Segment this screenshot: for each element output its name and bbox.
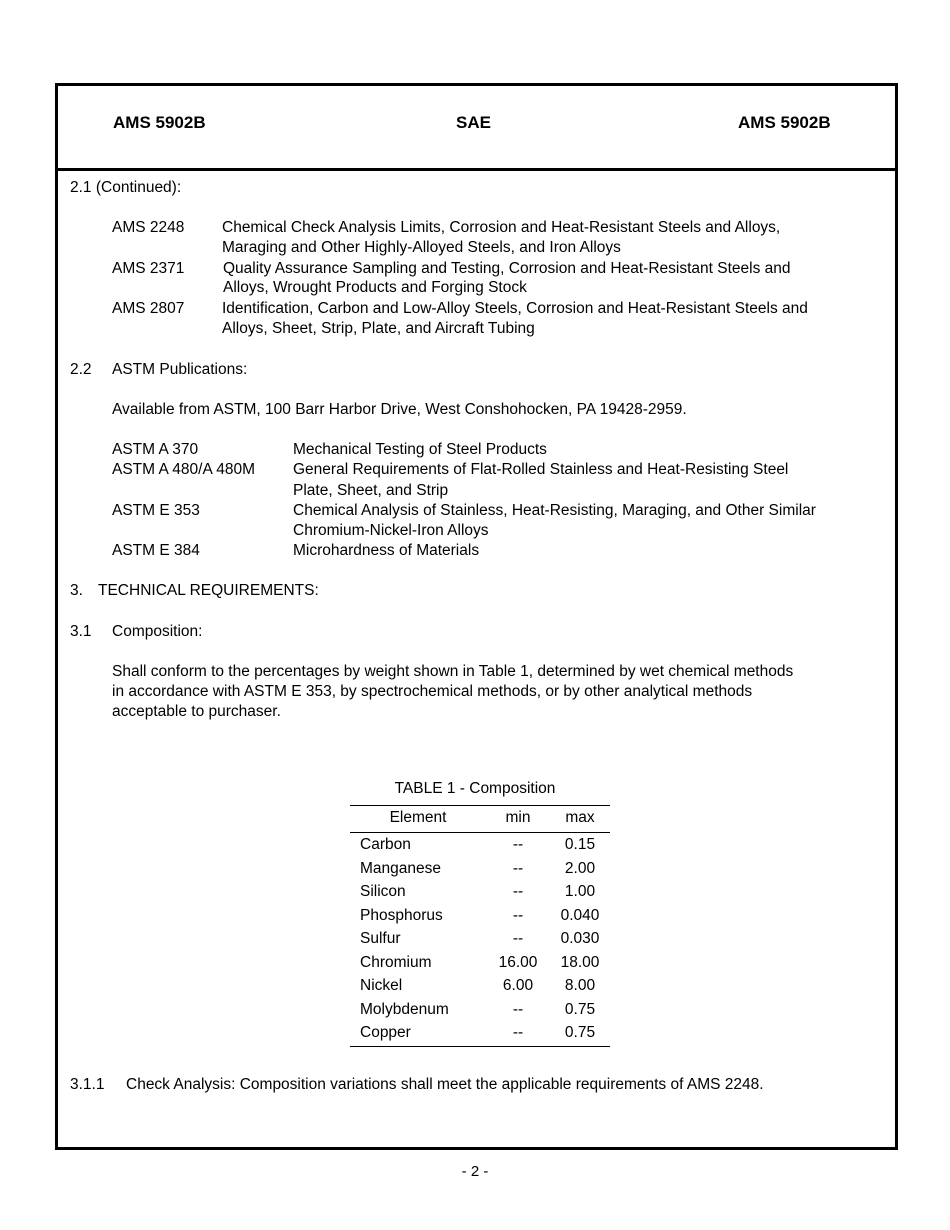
ref-desc: Identification, Carbon and Low-Alloy Steels, Corrosion and Heat-Resistant Steels and: [222, 300, 808, 317]
cell-max: 0.15: [564, 836, 596, 853]
section-3-title: TECHNICAL REQUIREMENTS:: [98, 582, 319, 599]
table-caption: TABLE 1 - Composition: [394, 780, 556, 797]
ref-code: ASTM E 384: [112, 542, 200, 559]
ref-desc: Microhardness of Materials: [293, 542, 480, 559]
section-3-1-number: 3.1: [70, 623, 92, 640]
cell-element: Copper: [350, 1021, 486, 1047]
cell-min: --: [512, 906, 524, 924]
section-3-1-title: Composition:: [112, 623, 203, 640]
cell-element: Carbon: [360, 836, 411, 853]
table-row: [350, 974, 610, 998]
cell-max: 1.00: [564, 883, 596, 900]
cell-min: 16.00: [498, 953, 538, 971]
section-3-number: 3.: [70, 582, 83, 599]
cell-element: Chromium: [360, 953, 432, 971]
cell-max: 18.00: [560, 953, 600, 971]
page-number: - 2 -: [461, 1163, 489, 1180]
cell-element: Silicon: [360, 883, 406, 900]
section-3-1-1-number: 3.1.1: [70, 1076, 105, 1093]
ref-desc: Plate, Sheet, and Strip: [293, 482, 449, 499]
composition-table: [350, 805, 610, 1047]
ref-desc: Mechanical Testing of Steel Products: [293, 441, 547, 458]
cell-min: --: [512, 883, 524, 900]
column-header-min: min: [486, 806, 550, 833]
cell-max: 8.00: [564, 977, 596, 994]
cell-min: --: [512, 836, 524, 853]
table-row: [350, 857, 610, 881]
ref-desc: Chemical Check Analysis Limits, Corrosion and Heat-Resistant Steels and Alloys,: [222, 219, 781, 236]
section-3-1-1-text: Check Analysis: Composition variations shall meet the applicable requirements of AMS 2248.: [126, 1076, 764, 1093]
paragraph-line: in accordance with ASTM E 353, by spectrochemical methods, or by other analytical methods: [112, 683, 753, 700]
paragraph-line: Shall conform to the percentages by weight shown in Table 1, determined by wet chemical methods: [112, 663, 794, 680]
section-2-2-number: 2.2: [70, 361, 92, 378]
ref-code: ASTM A 370: [112, 441, 199, 458]
cell-min: 6.00: [502, 977, 534, 994]
cell-min: --: [512, 930, 524, 947]
cell-element: Manganese: [360, 859, 442, 877]
cell-max: 0.75: [564, 1000, 596, 1018]
ref-code: AMS 2371: [112, 260, 185, 277]
astm-address: Available from ASTM, 100 Barr Harbor Drive, West Conshohocken, PA 19428-2959.: [112, 401, 687, 418]
header-org: SAE: [456, 113, 491, 132]
cell-element: Sulfur: [360, 930, 401, 947]
ref-desc: Maraging and Other Highly-Alloyed Steels, and Iron Alloys: [222, 239, 621, 256]
cell-element: Phosphorus: [360, 906, 443, 924]
column-header-max: max: [550, 806, 610, 833]
cell-max: 0.030: [560, 930, 600, 947]
section-2-1-heading: 2.1 (Continued):: [70, 179, 182, 196]
header-doc-id-right: AMS 5902B: [738, 113, 831, 132]
table-row: [350, 951, 610, 975]
table-row: [350, 998, 610, 1022]
ref-desc: Chromium-Nickel-Iron Alloys: [293, 522, 489, 539]
cell-max: 0.75: [550, 1021, 610, 1047]
document-header: [58, 86, 895, 171]
table-header-row: [350, 806, 610, 833]
ref-desc: Chemical Analysis of Stainless, Heat-Resisting, Maraging, and Other Similar: [293, 502, 816, 519]
table-row: [350, 880, 610, 904]
cell-min: --: [486, 1021, 550, 1047]
section-2-2-title: ASTM Publications:: [112, 361, 248, 378]
table-row: [350, 927, 610, 951]
cell-element: Molybdenum: [360, 1000, 449, 1018]
cell-max: 0.040: [560, 906, 600, 924]
cell-min: --: [512, 1000, 524, 1018]
table-row: [350, 904, 610, 928]
paragraph-line: acceptable to purchaser.: [112, 703, 281, 720]
cell-min: --: [512, 859, 524, 877]
ref-code: AMS 2807: [112, 300, 185, 317]
ref-desc: Alloys, Sheet, Strip, Plate, and Aircraft Tubing: [222, 320, 535, 337]
ref-desc: Quality Assurance Sampling and Testing, Corrosion and Heat-Resistant Steels and: [223, 260, 791, 277]
header-doc-id-left: AMS 5902B: [113, 113, 206, 132]
ref-desc: General Requirements of Flat-Rolled Stainless and Heat-Resisting Steel: [293, 461, 789, 478]
table-row: [350, 833, 610, 857]
ref-code: ASTM A 480/A 480M: [112, 461, 256, 478]
ref-desc: Alloys, Wrought Products and Forging Stock: [223, 279, 527, 296]
cell-max: 2.00: [564, 859, 596, 877]
ref-code: AMS 2248: [112, 219, 185, 236]
ref-code: ASTM E 353: [112, 502, 200, 519]
table-row: [350, 1021, 610, 1047]
cell-element: Nickel: [360, 977, 403, 994]
column-header-element: Element: [350, 806, 486, 833]
